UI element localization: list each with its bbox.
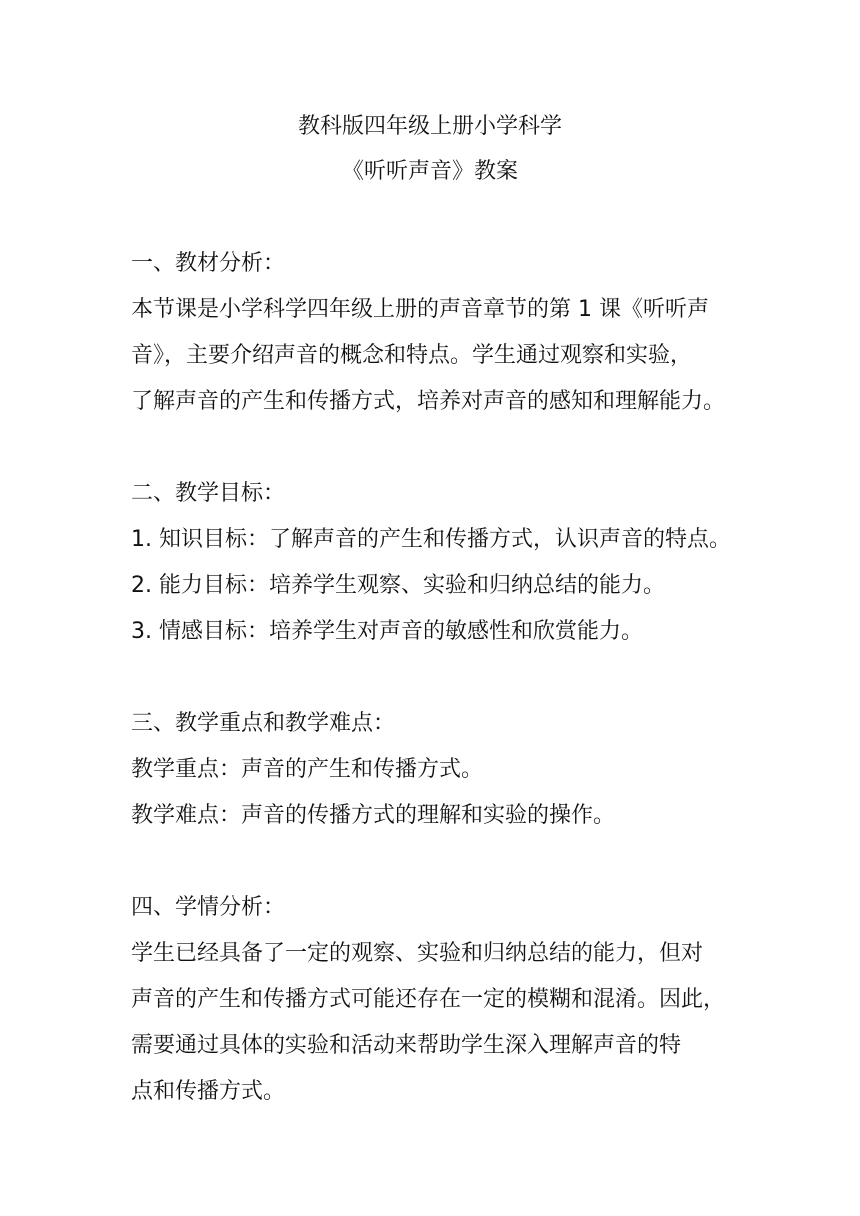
list-item: 2. 能力目标：培养学生观察、实验和归纳总结的能力。: [131, 573, 665, 598]
document-title: 教科版四年级上册小学科学: [297, 114, 562, 139]
list-item: 1. 知识目标：了解声音的产生和传播方式，认识声音的特点。: [131, 527, 731, 552]
difficulty-line: 教学难点：声音的传播方式的理解和实验的操作。: [131, 803, 616, 828]
list-item: 3. 情感目标：培养学生对声音的敏感性和欣赏能力。: [131, 619, 643, 644]
paragraph-line: 需要通过具体的实验和活动来帮助学生深入理解声音的特: [131, 1033, 682, 1058]
section-heading-textbook-analysis: 一、教材分析：: [131, 251, 286, 276]
paragraph-line: 学生已经具备了一定的观察、实验和归纳总结的能力，但对: [131, 941, 704, 966]
section-heading-key-and-difficult-points: 三、教学重点和教学难点：: [131, 711, 396, 736]
paragraph-line: 本节课是小学科学四年级上册的声音章节的第 1 课《听听声: [131, 297, 709, 322]
document-subtitle: 《听听声音》教案: [341, 159, 518, 184]
paragraph-line: 了解声音的产生和传播方式，培养对声音的感知和理解能力。: [131, 389, 726, 414]
paragraph-line: 声音的产生和传播方式可能还存在一定的模糊和混淆。因此，: [131, 987, 726, 1012]
paragraph-line: 音》，主要介绍声音的概念和特点。学生通过观察和实验，: [131, 343, 693, 368]
key-point-line: 教学重点：声音的产生和传播方式。: [131, 757, 484, 782]
paragraph-line: 点和传播方式。: [131, 1079, 286, 1104]
section-heading-teaching-objectives: 二、教学目标：: [131, 481, 286, 506]
section-heading-student-analysis: 四、学情分析：: [131, 895, 286, 920]
